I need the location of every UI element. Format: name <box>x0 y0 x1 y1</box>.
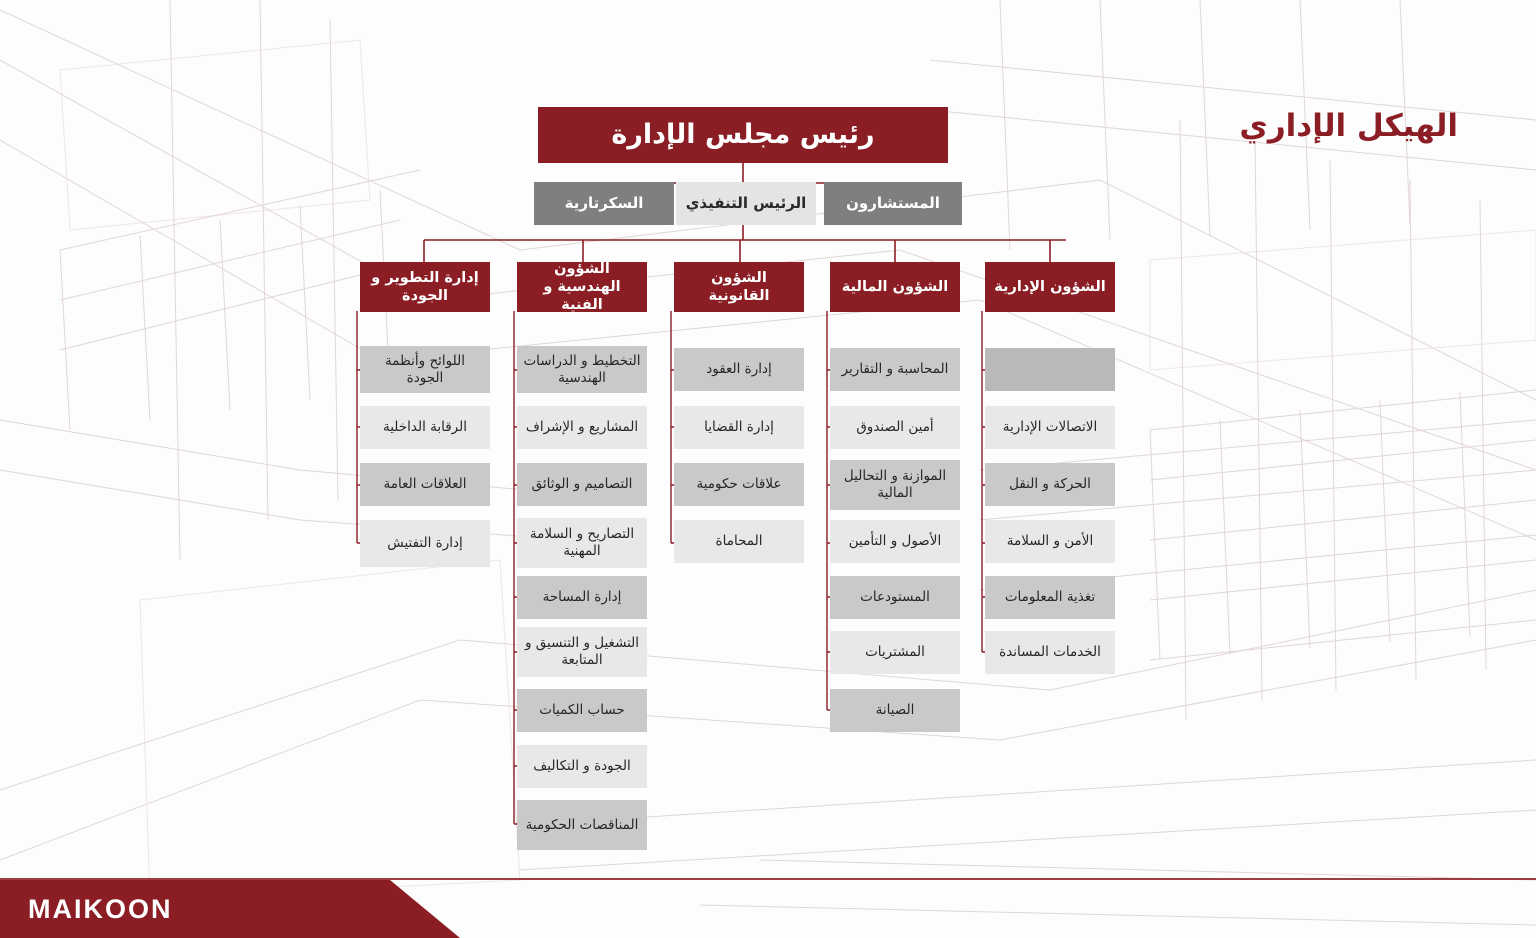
footer <box>0 880 1536 938</box>
dept2-item-1[interactable]: التخطيط و الدراسات الهندسية <box>517 346 647 393</box>
node-advisors[interactable]: المستشارون <box>824 182 962 225</box>
dept3-item-4[interactable]: المحاماة <box>674 520 804 563</box>
dept4-item-1[interactable]: المحاسبة و التقارير <box>830 348 960 391</box>
page-title: الهيكل الإداري <box>1239 108 1458 144</box>
dept1-item-3[interactable]: العلاقات العامة <box>360 463 490 506</box>
dept-header-legal[interactable]: الشؤون القانونية <box>674 262 804 312</box>
dept2-item-4[interactable]: التصاريح و السلامة المهنية <box>517 518 647 568</box>
dept-header-development-quality[interactable]: إدارة التطوير و الجودة <box>360 262 490 312</box>
dept2-item-9[interactable]: المناقصات الحكومية <box>517 800 647 850</box>
dept4-item-5[interactable]: المستودعات <box>830 576 960 619</box>
dept1-item-2[interactable]: الرقابة الداخلية <box>360 406 490 449</box>
brand-logo: MAIKOON <box>28 894 173 924</box>
dept5-item-2[interactable]: الاتصالات الإدارية <box>985 406 1115 449</box>
footer-rule <box>0 878 1536 880</box>
dept-header-finance[interactable]: الشؤون المالية <box>830 262 960 312</box>
dept4-item-4[interactable]: الأصول و التأمين <box>830 520 960 563</box>
dept2-item-8[interactable]: الجودة و التكاليف <box>517 745 647 788</box>
dept3-item-1[interactable]: إدارة العقود <box>674 348 804 391</box>
node-root[interactable]: رئيس مجلس الإدارة <box>538 107 948 163</box>
dept-header-engineering-technical[interactable]: الشؤون الهندسية و الفنية <box>517 262 647 312</box>
dept2-item-7[interactable]: حساب الكميات <box>517 689 647 732</box>
dept2-item-2[interactable]: المشاريع و الإشراف <box>517 406 647 449</box>
dept2-item-5[interactable]: إدارة المساحة <box>517 576 647 619</box>
dept-header-administrative[interactable]: الشؤون الإدارية <box>985 262 1115 312</box>
node-secretariat[interactable]: السكرتارية <box>534 182 674 225</box>
dept2-item-3[interactable]: التصاميم و الوثائق <box>517 463 647 506</box>
dept5-item-3[interactable]: الحركة و النقل <box>985 463 1115 506</box>
dept5-item-5[interactable]: تغذية المعلومات <box>985 576 1115 619</box>
dept1-item-1[interactable]: اللوائح وأنظمة الجودة <box>360 346 490 393</box>
node-ceo[interactable]: الرئيس التنفيذي <box>676 182 816 225</box>
dept2-item-6[interactable]: التشغيل و التنسيق و المتابعة <box>517 627 647 677</box>
dept5-item-6[interactable]: الخدمات المساندة <box>985 631 1115 674</box>
dept4-item-6[interactable]: المشتريات <box>830 631 960 674</box>
dept4-item-3[interactable]: الموازنة و التحاليل المالية <box>830 460 960 510</box>
dept1-item-4[interactable]: إدارة التفتيش <box>360 520 490 567</box>
dept3-item-3[interactable]: علاقات حكومية <box>674 463 804 506</box>
dept3-item-2[interactable]: إدارة القضايا <box>674 406 804 449</box>
dept5-item-1[interactable] <box>985 348 1115 391</box>
dept4-item-2[interactable]: أمين الصندوق <box>830 406 960 449</box>
dept4-item-7[interactable]: الصيانة <box>830 689 960 732</box>
dept5-item-4[interactable]: الأمن و السلامة <box>985 520 1115 563</box>
